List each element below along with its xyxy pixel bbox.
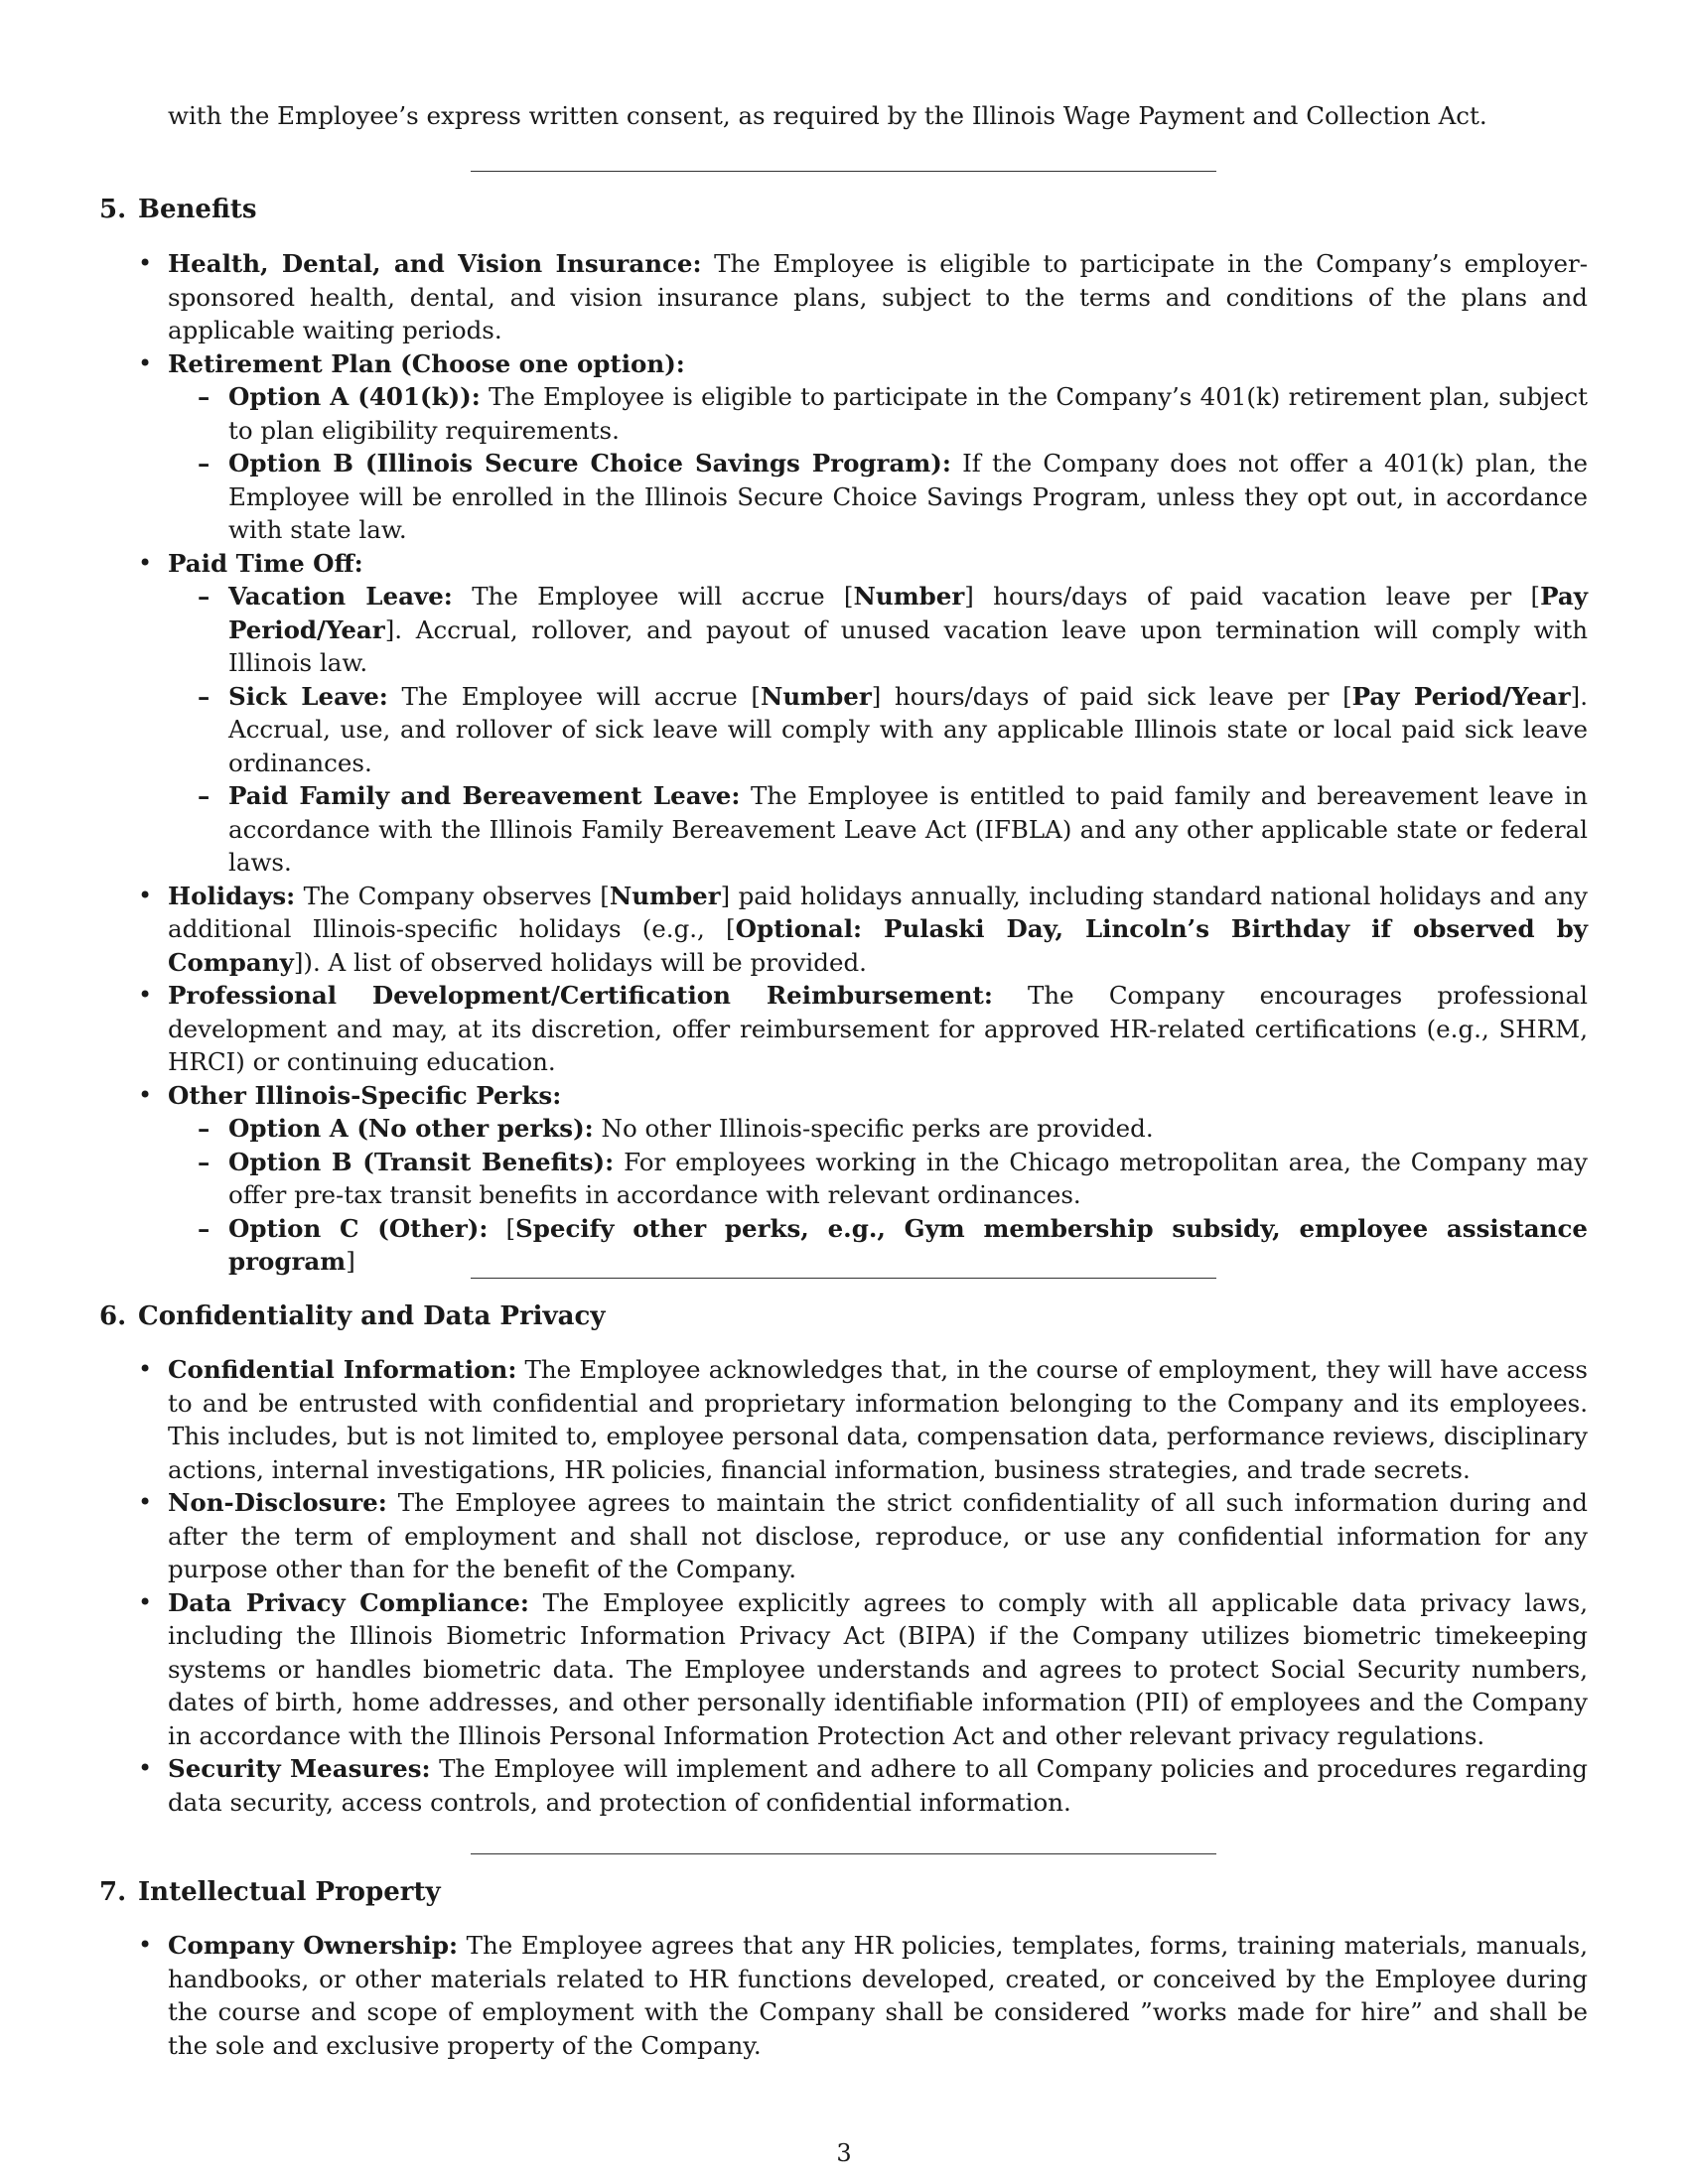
list-item xyxy=(168,1079,1588,1279)
section-divider xyxy=(471,171,1216,172)
placeholder-text: Specify other perks, e.g., Gym membership subsidy, employee assistance program xyxy=(228,1213,1588,1276)
placeholder-text: Pay Period/Year xyxy=(228,582,1589,644)
item-label: Option A (No other perks): xyxy=(228,1114,594,1143)
item-label: Paid Time Off: xyxy=(168,548,363,578)
list-item xyxy=(168,1486,1588,1586)
sub-item xyxy=(228,580,1588,680)
placeholder-text: Optional: Pulaski Day, Lincoln’s Birthday if observed by Company xyxy=(168,914,1588,977)
section-number: 5. xyxy=(99,195,127,224)
item-text: If the Company does not offer a 401(k) plan, the Employee will be enrolled in the Illinois Secure Choice Savings Program, unless they opt out, in accordance with state law. xyxy=(228,449,1588,544)
item-text: ] hours/days of paid sick leave per [ xyxy=(871,681,1352,711)
section-title: Intellectual Property xyxy=(138,1877,441,1907)
section-number: 7. xyxy=(99,1877,127,1907)
item-text: The Employee acknowledges that, in the course of employment, they will have access to and be entrusted with confidential and proprietary information belonging to the Company and its employees. This includes, but is not limited to, employee personal data, compensation data, performance reviews, disciplinary actions, internal investigations, HR policies, financial information, business strategies, and trade secrets. xyxy=(168,1355,1589,1484)
item-text: [ xyxy=(488,1213,516,1243)
item-label: Paid Family and Bereavement Leave: xyxy=(228,781,741,810)
sub-item xyxy=(228,447,1588,547)
item-label: Sick Leave: xyxy=(228,681,388,711)
placeholder-text: Number xyxy=(609,881,721,910)
list-item xyxy=(168,1929,1588,2062)
placeholder-text: Number xyxy=(853,582,965,611)
placeholder-text: Number xyxy=(760,681,872,711)
item-text: The Employee agrees to maintain the strict confidentiality of all such information during and after the term of employment and shall not disclose, reproduce, or use any confidential information for any purpose other than for the benefit of the Company. xyxy=(168,1488,1588,1583)
item-label: Option B (Illinois Secure Choice Savings Program): xyxy=(228,449,951,478)
item-text: The Employee explicitly agrees to comply with all applicable data privacy laws, including the Illinois Biometric Information Privacy Act (BIPA) if the Company utilizes biometric timekeeping systems or handles biometric data. The Employee understands and agrees to protect Social Security numbers, dates of birth, home addresses, and other personally identifiable information (PII) of employees and the Company in accordance with the Illinois Personal Information Protection Act and other relevant privacy regulations. xyxy=(168,1587,1588,1750)
section-divider xyxy=(471,1853,1216,1854)
item-text: The Employee will accrue [ xyxy=(452,582,854,611)
sub-item xyxy=(228,680,1588,780)
section-title: Confidentiality and Data Privacy xyxy=(138,1301,606,1331)
section-divider xyxy=(471,1278,1216,1279)
list-item xyxy=(168,979,1588,1079)
sub-list xyxy=(168,380,1588,547)
item-label: Professional Development/Certification Reimbursement: xyxy=(168,981,993,1010)
item-text: The Employee is entitled to paid family and bereavement leave in accordance with the Illinois Family Bereavement Leave Act (IFBLA) and any other applicable state or federal laws. xyxy=(228,781,1588,877)
item-label: Option C (Other): xyxy=(228,1213,489,1243)
confidentiality-list xyxy=(168,1353,1588,1819)
list-item xyxy=(168,1353,1588,1486)
list-item xyxy=(168,247,1588,347)
sub-item xyxy=(228,380,1588,447)
page-number: 3 xyxy=(836,2139,852,2167)
placeholder-text: Pay Period/Year xyxy=(1351,681,1571,711)
carryover-paragraph: with the Employee’s express written consent, as required by the Illinois Wage Payment and Collection Act. xyxy=(168,101,1487,130)
list-item xyxy=(168,1752,1588,1819)
item-text: The Company encourages professional development and may, at its discretion, offer reimbursement for approved HR-related certifications (e.g., SHRM, HRCI) or continuing education. xyxy=(168,981,1588,1076)
item-text: The Employee will accrue [ xyxy=(387,681,761,711)
item-text: ] hours/days of paid vacation leave per [ xyxy=(964,582,1541,611)
item-label: Confidential Information: xyxy=(168,1355,517,1384)
item-label: Option A (401(k)): xyxy=(228,382,481,411)
section-heading-benefits xyxy=(99,195,257,224)
item-text: The Employee will implement and adhere to all Company policies and procedures regarding data security, access controls, and protection of confidential information. xyxy=(168,1754,1588,1817)
sub-item xyxy=(228,779,1588,880)
list-item xyxy=(168,880,1588,980)
item-label: Holidays: xyxy=(168,881,296,910)
item-text: The Employee is eligible to participate in the Company’s employer-sponsored health, dental, and vision insurance plans, subject to the terms and conditions of the plans and applicable waiting periods. xyxy=(168,249,1588,344)
item-text: ]). A list of observed holidays will be provided. xyxy=(293,947,867,977)
item-text: For employees working in the Chicago metropolitan area, the Company may offer pre-tax transit benefits in accordance with relevant ordinances. xyxy=(228,1147,1588,1209)
section-heading-ip xyxy=(99,1877,441,1907)
item-label: Retirement Plan (Choose one option): xyxy=(168,348,685,378)
item-label: Company Ownership: xyxy=(168,1931,459,1960)
item-label: Vacation Leave: xyxy=(228,582,453,611)
sub-item xyxy=(228,1212,1588,1279)
item-text: ]. Accrual, use, and rollover of sick leave will comply with any applicable Illinois state or local paid sick leave ordinances. xyxy=(228,681,1589,777)
item-label: Security Measures: xyxy=(168,1754,431,1783)
item-text: ]. Accrual, rollover, and payout of unused vacation leave upon termination will comply with Illinois law. xyxy=(228,614,1588,677)
section-title: Benefits xyxy=(138,195,257,224)
sub-list xyxy=(168,1112,1588,1279)
item-text: No other Illinois-specific perks are provided. xyxy=(593,1114,1154,1143)
ip-list xyxy=(168,1929,1588,2062)
item-label: Option B (Transit Benefits): xyxy=(228,1147,615,1176)
item-label: Other Illinois-Specific Perks: xyxy=(168,1080,562,1110)
list-item xyxy=(168,547,1588,880)
sub-list xyxy=(168,580,1588,880)
item-text: ] xyxy=(346,1247,355,1276)
item-text: The Employee is eligible to participate in the Company’s 401(k) retirement plan, subject to plan eligibility requirements. xyxy=(228,382,1588,445)
item-text: The Employee agrees that any HR policies, templates, forms, training materials, manuals, handbooks, or other materials related to HR functions developed, created, or conceived by the Employee during the course and scope of employment with the Company shall be considered ”works made for hire” and shall be the sole and exclusive property of the Company. xyxy=(168,1931,1588,2060)
sub-item xyxy=(228,1146,1588,1212)
section-heading-confidentiality xyxy=(99,1301,605,1331)
item-label: Health, Dental, and Vision Insurance: xyxy=(168,249,702,278)
item-text: ] paid holidays annually, including standard national holidays and any additional Illinois-specific holidays (e.g., [ xyxy=(168,881,1588,943)
sub-item xyxy=(228,1112,1588,1146)
list-item xyxy=(168,1586,1588,1753)
item-label: Non-Disclosure: xyxy=(168,1488,387,1517)
section-number: 6. xyxy=(99,1301,127,1331)
item-label: Data Privacy Compliance: xyxy=(168,1587,529,1617)
list-item xyxy=(168,347,1588,547)
benefits-list xyxy=(168,247,1588,1279)
item-text: The Company observes [ xyxy=(295,881,610,910)
